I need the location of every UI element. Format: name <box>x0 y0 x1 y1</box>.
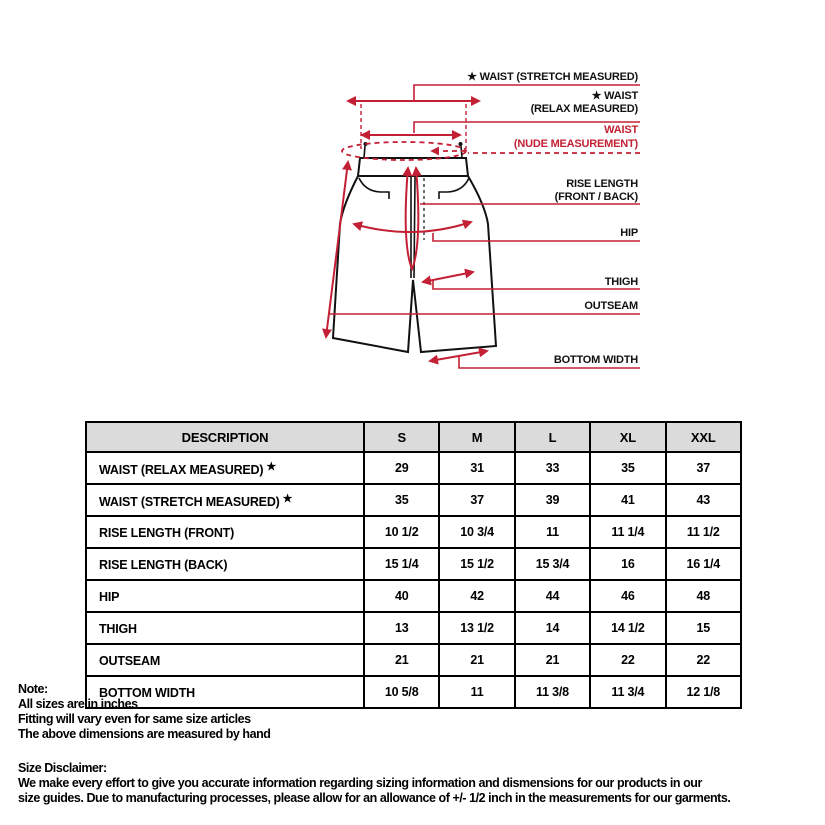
cell-value: 10 5/8 <box>364 676 439 708</box>
row-label: BOTTOM WIDTH <box>86 676 364 708</box>
star-icon: ★ <box>266 460 277 473</box>
star-icon: ★ <box>282 492 293 505</box>
cell-value: 11 <box>439 676 514 708</box>
drawstring-left <box>364 146 365 158</box>
bottom-width-annotation <box>430 351 640 368</box>
cell-value: 35 <box>364 484 439 516</box>
waist-nude-label-2: (NUDE MEASUREMENT) <box>513 138 638 150</box>
cell-value: 14 <box>515 612 590 644</box>
cell-value: 44 <box>515 580 590 612</box>
leader-line <box>433 233 640 241</box>
waist-nude-annotation <box>342 124 640 160</box>
cell-value: 42 <box>439 580 514 612</box>
disclaimer-title: Size Disclaimer: <box>18 761 107 775</box>
table-row <box>86 580 741 612</box>
notes <box>18 682 270 742</box>
row-label: HIP <box>86 580 364 612</box>
cell-value: 40 <box>364 580 439 612</box>
table-row <box>86 484 741 516</box>
cell-value: 21 <box>515 644 590 676</box>
cell-value: 37 <box>666 452 741 484</box>
cell-value: 11 3/4 <box>590 676 665 708</box>
bottom-width-label: BOTTOM WIDTH <box>553 354 638 366</box>
outseam-label: OUTSEAM <box>584 300 638 312</box>
note-line: All sizes are in inches <box>18 697 138 711</box>
hip-arrow <box>354 222 471 232</box>
row-label: RISE LENGTH (BACK) <box>86 548 364 580</box>
cell-value: 15 1/2 <box>439 548 514 580</box>
row-label: RISE LENGTH (FRONT) <box>86 516 364 548</box>
row-label: THIGH <box>86 612 364 644</box>
cell-value: 46 <box>590 580 665 612</box>
col-header-description: DESCRIPTION <box>86 422 364 452</box>
cell-value: 37 <box>439 484 514 516</box>
waist-relax-label-2: (RELAX MEASURED) <box>530 103 638 115</box>
cell-value: 39 <box>515 484 590 516</box>
cell-value: 21 <box>364 644 439 676</box>
row-label: WAIST (STRETCH MEASURED) ★ <box>86 484 364 516</box>
cell-value: 31 <box>439 452 514 484</box>
cell-value: 11 <box>515 516 590 548</box>
table-row <box>86 516 741 548</box>
hip-label: HIP <box>620 227 638 239</box>
col-header-xl: XL <box>590 422 665 452</box>
notes-title: Note: <box>18 682 48 696</box>
row-label: WAIST (RELAX MEASURED) ★ <box>86 452 364 484</box>
col-header-m: M <box>439 422 514 452</box>
cell-value: 22 <box>666 644 741 676</box>
cell-value: 13 1/2 <box>439 612 514 644</box>
measurement-diagram <box>0 0 825 400</box>
cell-value: 48 <box>666 580 741 612</box>
outseam-arrow <box>326 162 348 337</box>
cell-value: 33 <box>515 452 590 484</box>
cell-value: 11 1/4 <box>590 516 665 548</box>
cell-value: 16 1/4 <box>666 548 741 580</box>
disclaimer-line: size guides. Due to manufacturing processes, please allow for an allowance of +/- 1/2 inch in the measurements for our garments. <box>18 791 731 805</box>
pocket-left <box>359 178 389 199</box>
cell-value: 14 1/2 <box>590 612 665 644</box>
cell-value: 15 1/4 <box>364 548 439 580</box>
waist-stretch-label: ★ WAIST (STRETCH MEASURED) <box>467 71 638 83</box>
cell-value: 21 <box>439 644 514 676</box>
table-row <box>86 644 741 676</box>
col-header-s: S <box>364 422 439 452</box>
cell-value: 15 3/4 <box>515 548 590 580</box>
table-row <box>86 612 741 644</box>
row-label: OUTSEAM <box>86 644 364 676</box>
cell-value: 29 <box>364 452 439 484</box>
size-disclaimer <box>18 761 730 806</box>
rise-label-1: RISE LENGTH <box>566 178 638 190</box>
thigh-label: THIGH <box>604 276 638 288</box>
rise-u-arrow <box>406 168 419 269</box>
cell-value: 22 <box>590 644 665 676</box>
waist-relax-annotation <box>362 90 640 135</box>
cell-value: 10 1/2 <box>364 516 439 548</box>
col-header-xxl: XXL <box>666 422 741 452</box>
col-header-l: L <box>515 422 590 452</box>
cell-value: 13 <box>364 612 439 644</box>
drawstring-right <box>461 146 462 158</box>
cell-value: 12 1/8 <box>666 676 741 708</box>
thigh-arrow <box>423 272 473 282</box>
shorts-outline <box>333 142 496 352</box>
table-header-row <box>86 422 741 452</box>
size-table <box>85 421 742 709</box>
rise-length-annotation <box>406 168 640 269</box>
hip-annotation <box>354 222 640 241</box>
thigh-annotation <box>423 272 640 289</box>
pocket-right <box>439 178 469 199</box>
note-line: Fitting will vary even for same size articles <box>18 712 251 726</box>
cell-value: 11 1/2 <box>666 516 741 548</box>
table-row <box>86 452 741 484</box>
cell-value: 16 <box>590 548 665 580</box>
cell-value: 15 <box>666 612 741 644</box>
waist-relax-label-1: ★ WAIST <box>591 90 638 102</box>
note-line: The above dimensions are measured by hand <box>18 727 271 741</box>
drawstring-right-tip <box>459 142 463 146</box>
disclaimer-line: We make every effort to give you accurate information regarding sizing information and dismensions for our products in our <box>18 776 702 790</box>
table-row <box>86 548 741 580</box>
cell-value: 10 3/4 <box>439 516 514 548</box>
cell-value: 11 3/8 <box>515 676 590 708</box>
cell-value: 41 <box>590 484 665 516</box>
cell-value: 35 <box>590 452 665 484</box>
rise-label-2: (FRONT / BACK) <box>554 191 638 203</box>
cell-value: 43 <box>666 484 741 516</box>
waist-nude-label-1: WAIST <box>604 124 638 136</box>
